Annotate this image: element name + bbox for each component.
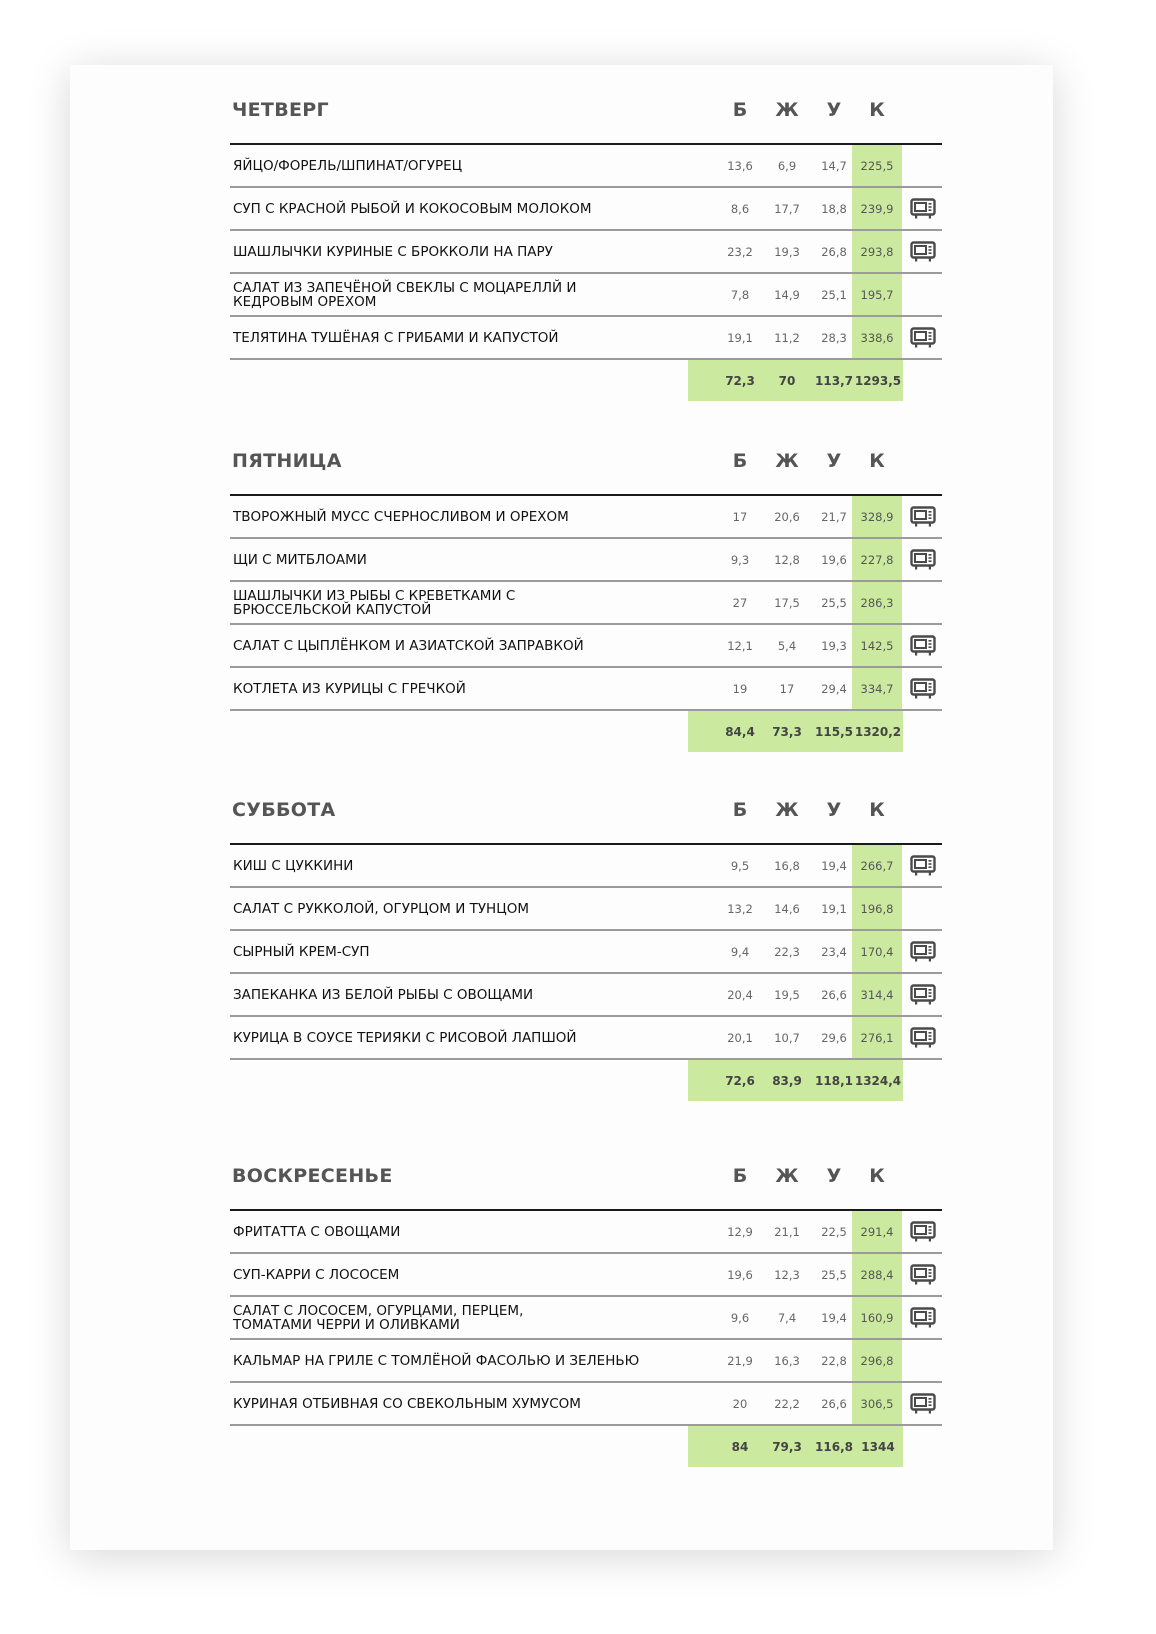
carbs-value: 19,4 xyxy=(821,1310,847,1325)
microwave-icon xyxy=(910,855,936,877)
fat-value: 19,5 xyxy=(774,987,800,1002)
total-kcal: 1344 xyxy=(861,1439,895,1454)
total-fat: 79,3 xyxy=(772,1439,802,1454)
protein-value: 20,1 xyxy=(727,1030,753,1045)
column-header-kcal: К xyxy=(869,1165,885,1187)
dish-row xyxy=(230,582,942,625)
fat-value: 17,5 xyxy=(774,595,800,610)
fat-value: 14,9 xyxy=(774,287,800,302)
microwave-icon xyxy=(910,1221,936,1243)
fat-value: 22,3 xyxy=(774,944,800,959)
dish-row xyxy=(230,274,942,317)
total-fat: 83,9 xyxy=(772,1073,802,1088)
protein-value: 9,4 xyxy=(730,944,750,959)
dish-row xyxy=(230,1017,942,1060)
kcal-value: 196,8 xyxy=(860,901,894,916)
dish-row xyxy=(230,974,942,1017)
microwave-icon xyxy=(910,241,936,263)
carbs-value: 26,8 xyxy=(821,244,847,259)
dish-list xyxy=(230,145,942,360)
protein-value: 20,4 xyxy=(727,987,753,1002)
kcal-value: 314,4 xyxy=(860,987,894,1002)
protein-value: 12,1 xyxy=(727,638,753,653)
dish-name: САЛАТ ИЗ ЗАПЕЧЁНОЙ СВЕКЛЫ С МОЦАРЕЛЛЙ И КЕДРОВЫМ ОРЕХОМ xyxy=(233,279,577,310)
protein-value: 21,9 xyxy=(727,1353,753,1368)
dish-name: ТЕЛЯТИНА ТУШЁНАЯ С ГРИБАМИ И КАПУСТОЙ xyxy=(233,329,559,346)
carbs-value: 26,6 xyxy=(821,1396,847,1411)
dish-name: КОТЛЕТА ИЗ КУРИЦЫ С ГРЕЧКОЙ xyxy=(233,680,466,697)
fat-value: 16,3 xyxy=(774,1353,800,1368)
fat-value: 22,2 xyxy=(774,1396,800,1411)
kcal-value: 170,4 xyxy=(860,944,894,959)
kcal-value: 195,7 xyxy=(860,287,894,302)
total-kcal: 1293,5 xyxy=(854,373,902,388)
dish-name: ШАШЛЫЧКИ КУРИНЫЕ С БРОККОЛИ НА ПАРУ xyxy=(233,243,553,260)
carbs-value: 22,8 xyxy=(821,1353,847,1368)
protein-value: 19 xyxy=(732,681,748,696)
kcal-value: 296,8 xyxy=(860,1353,894,1368)
microwave-icon xyxy=(910,941,936,963)
microwave-icon xyxy=(910,984,936,1006)
total-carbs: 115,5 xyxy=(815,724,853,739)
carbs-value: 21,7 xyxy=(821,509,847,524)
microwave-icon xyxy=(910,506,936,528)
kcal-value: 291,4 xyxy=(860,1224,894,1239)
protein-value: 9,6 xyxy=(730,1310,750,1325)
carbs-value: 23,4 xyxy=(821,944,847,959)
dish-name: ЗАПЕКАНКА ИЗ БЕЛОЙ РЫБЫ С ОВОЩАМИ xyxy=(233,986,534,1003)
day-title: ВОСКРЕСЕНЬЕ xyxy=(232,1165,393,1187)
total-protein: 72,6 xyxy=(725,1073,755,1088)
day-title: ЧЕТВЕРГ xyxy=(232,99,329,121)
microwave-icon xyxy=(910,198,936,220)
total-carbs: 116,8 xyxy=(815,1439,853,1454)
column-header-carbs: У xyxy=(826,799,842,821)
dish-row xyxy=(230,496,942,539)
kcal-value: 334,7 xyxy=(860,681,894,696)
fat-value: 10,7 xyxy=(774,1030,800,1045)
column-header-protein: Б xyxy=(732,799,748,821)
dish-row xyxy=(230,888,942,931)
column-header-kcal: К xyxy=(869,799,885,821)
dish-name: СУП С КРАСНОЙ РЫБОЙ И КОКОСОВЫМ МОЛОКОМ xyxy=(233,200,592,217)
carbs-value: 19,3 xyxy=(821,638,847,653)
dish-row xyxy=(230,1254,942,1297)
fat-value: 14,6 xyxy=(774,901,800,916)
dish-name: КИШ С ЦУККИНИ xyxy=(233,857,354,874)
protein-value: 9,5 xyxy=(730,858,750,873)
dish-name: КУРИНАЯ ОТБИВНАЯ СО СВЕКОЛЬНЫМ ХУМУСОМ xyxy=(233,1395,581,1412)
dish-name: КАЛЬМАР НА ГРИЛЕ С ТОМЛЁНОЙ ФАСОЛЬЮ И ЗЕЛЕНЬЮ xyxy=(233,1352,640,1369)
carbs-value: 25,5 xyxy=(821,595,847,610)
column-header-carbs: У xyxy=(826,450,842,472)
total-kcal: 1324,4 xyxy=(854,1073,902,1088)
fat-value: 20,6 xyxy=(774,509,800,524)
totals-row xyxy=(688,1426,903,1467)
dish-name: ШАШЛЫЧКИ ИЗ РЫБЫ С КРЕВЕТКАМИ С БРЮССЕЛЬСКОЙ КАПУСТОЙ xyxy=(233,587,516,618)
day-title: ПЯТНИЦА xyxy=(232,450,342,472)
dish-row xyxy=(230,1383,942,1426)
carbs-value: 29,6 xyxy=(821,1030,847,1045)
protein-value: 23,2 xyxy=(727,244,753,259)
dish-name: ФРИТАТТА С ОВОЩАМИ xyxy=(233,1223,401,1240)
microwave-icon xyxy=(910,327,936,349)
protein-value: 7,8 xyxy=(730,287,750,302)
fat-value: 7,4 xyxy=(777,1310,797,1325)
microwave-icon xyxy=(910,1027,936,1049)
fat-value: 12,3 xyxy=(774,1267,800,1282)
kcal-value: 225,5 xyxy=(860,158,894,173)
carbs-value: 29,4 xyxy=(821,681,847,696)
total-protein: 72,3 xyxy=(725,373,755,388)
dish-row xyxy=(230,931,942,974)
kcal-value: 239,9 xyxy=(860,201,894,216)
dish-name: СУП-КАРРИ С ЛОСОСЕМ xyxy=(233,1266,400,1283)
fat-value: 12,8 xyxy=(774,552,800,567)
dish-row xyxy=(230,1211,942,1254)
fat-value: 21,1 xyxy=(774,1224,800,1239)
protein-value: 27 xyxy=(732,595,748,610)
protein-value: 19,1 xyxy=(727,330,753,345)
kcal-value: 288,4 xyxy=(860,1267,894,1282)
total-kcal: 1320,2 xyxy=(854,724,902,739)
dish-row xyxy=(230,845,942,888)
carbs-value: 22,5 xyxy=(821,1224,847,1239)
dish-row xyxy=(230,317,942,360)
carbs-value: 25,1 xyxy=(821,287,847,302)
dish-name: ТВОРОЖНЫЙ МУСС СЧЕРНОСЛИВОМ И ОРЕХОМ xyxy=(233,508,569,525)
carbs-value: 26,6 xyxy=(821,987,847,1002)
dish-row xyxy=(230,668,942,711)
dish-name: СЫРНЫЙ КРЕМ-СУП xyxy=(233,943,370,960)
column-header-fat: Ж xyxy=(775,450,799,472)
totals-row xyxy=(688,360,903,401)
carbs-value: 25,5 xyxy=(821,1267,847,1282)
protein-value: 17 xyxy=(732,509,748,524)
column-header-protein: Б xyxy=(732,450,748,472)
kcal-value: 306,5 xyxy=(860,1396,894,1411)
column-header-fat: Ж xyxy=(775,1165,799,1187)
microwave-icon xyxy=(910,549,936,571)
carbs-value: 14,7 xyxy=(821,158,847,173)
column-header-kcal: К xyxy=(869,450,885,472)
day-title: СУББОТА xyxy=(232,799,336,821)
column-header-fat: Ж xyxy=(775,799,799,821)
microwave-icon xyxy=(910,635,936,657)
dish-row xyxy=(230,231,942,274)
fat-value: 5,4 xyxy=(777,638,797,653)
kcal-value: 142,5 xyxy=(860,638,894,653)
microwave-icon xyxy=(910,678,936,700)
fat-value: 11,2 xyxy=(774,330,800,345)
total-carbs: 118,1 xyxy=(815,1073,853,1088)
dish-name: САЛАТ С ЦЫПЛЁНКОМ И АЗИАТСКОЙ ЗАПРАВКОЙ xyxy=(233,637,584,654)
column-header-kcal: К xyxy=(869,99,885,121)
dish-list xyxy=(230,1211,942,1426)
protein-value: 9,3 xyxy=(730,552,750,567)
dish-name: САЛАТ С ЛОСОСЕМ, ОГУРЦАМИ, ПЕРЦЕМ, ТОМАТАМИ ЧЕРРИ И ОЛИВКАМИ xyxy=(233,1302,524,1333)
protein-value: 19,6 xyxy=(727,1267,753,1282)
kcal-value: 286,3 xyxy=(860,595,894,610)
protein-value: 20 xyxy=(732,1396,748,1411)
carbs-value: 19,1 xyxy=(821,901,847,916)
dish-list xyxy=(230,496,942,711)
kcal-value: 160,9 xyxy=(860,1310,894,1325)
dish-name: САЛАТ С РУККОЛОЙ, ОГУРЦОМ И ТУНЦОМ xyxy=(233,900,529,917)
carbs-value: 19,4 xyxy=(821,858,847,873)
total-protein: 84,4 xyxy=(725,724,755,739)
fat-value: 17,7 xyxy=(774,201,800,216)
kcal-value: 328,9 xyxy=(860,509,894,524)
kcal-value: 227,8 xyxy=(860,552,894,567)
protein-value: 13,2 xyxy=(727,901,753,916)
carbs-value: 28,3 xyxy=(821,330,847,345)
kcal-value: 266,7 xyxy=(860,858,894,873)
dish-list xyxy=(230,845,942,1060)
fat-value: 6,9 xyxy=(777,158,797,173)
microwave-icon xyxy=(910,1393,936,1415)
fat-value: 17 xyxy=(779,681,795,696)
microwave-icon xyxy=(910,1264,936,1286)
kcal-value: 276,1 xyxy=(860,1030,894,1045)
dish-row xyxy=(230,145,942,188)
dish-row xyxy=(230,625,942,668)
column-header-protein: Б xyxy=(732,99,748,121)
dish-row xyxy=(230,539,942,582)
total-fat: 70 xyxy=(778,373,796,388)
column-header-carbs: У xyxy=(826,99,842,121)
carbs-value: 19,6 xyxy=(821,552,847,567)
dish-row xyxy=(230,1297,942,1340)
protein-value: 12,9 xyxy=(727,1224,753,1239)
dish-name: ЯЙЦО/ФОРЕЛЬ/ШПИНАТ/ОГУРЕЦ xyxy=(233,157,463,174)
dish-row xyxy=(230,1340,942,1383)
microwave-icon xyxy=(910,1307,936,1329)
kcal-value: 293,8 xyxy=(860,244,894,259)
fat-value: 19,3 xyxy=(774,244,800,259)
column-header-carbs: У xyxy=(826,1165,842,1187)
total-fat: 73,3 xyxy=(772,724,802,739)
totals-row xyxy=(688,711,903,752)
dish-row xyxy=(230,188,942,231)
column-header-fat: Ж xyxy=(775,99,799,121)
fat-value: 16,8 xyxy=(774,858,800,873)
kcal-value: 338,6 xyxy=(860,330,894,345)
dish-name: ЩИ С МИТБЛОАМИ xyxy=(233,551,367,568)
column-header-protein: Б xyxy=(732,1165,748,1187)
total-carbs: 113,7 xyxy=(815,373,853,388)
protein-value: 8,6 xyxy=(730,201,750,216)
total-protein: 84 xyxy=(731,1439,749,1454)
protein-value: 13,6 xyxy=(727,158,753,173)
dish-name: КУРИЦА В СОУСЕ ТЕРИЯКИ С РИСОВОЙ ЛАПШОЙ xyxy=(233,1029,577,1046)
totals-row xyxy=(688,1060,903,1101)
carbs-value: 18,8 xyxy=(821,201,847,216)
